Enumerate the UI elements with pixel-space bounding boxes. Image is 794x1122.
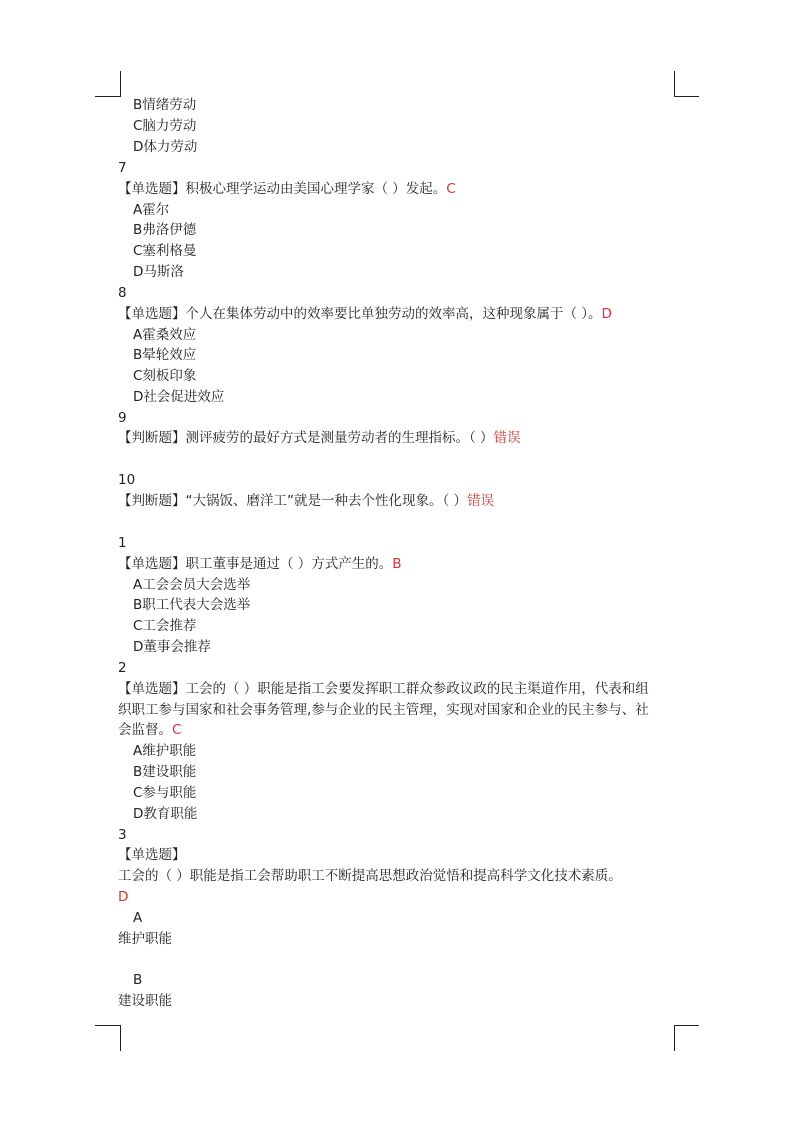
question-number [118,408,127,429]
option-line [133,575,250,596]
line-text: B职工代表大会选举 [133,597,251,613]
crop-mark-top-right-v [674,71,675,97]
crop-mark-top-left-h [95,96,121,97]
answer-text: D [118,889,129,905]
option-line [133,95,196,116]
answer-text: 错误 [493,430,521,446]
option-line [133,325,196,346]
line-text: D马斯洛 [133,264,184,280]
line-text: 9 [118,410,127,426]
line-text: C工会推荐 [133,618,197,634]
line-text: B弗洛伊德 [133,222,197,238]
option-line [133,637,211,658]
line-text: 2 [118,660,127,676]
line-text: B晕轮效应 [133,347,197,363]
line-text: C塞利格曼 [133,243,197,259]
option-line [133,137,197,158]
answer-text: D [601,306,612,322]
line-text: B [133,972,143,988]
option-line [133,741,196,762]
line-text: 【单选题】职工董事是通过（ ）方式产生的。 [118,556,393,572]
answer-text: B [392,556,402,572]
option-line [133,616,196,637]
question-number [118,158,127,179]
option-line [133,783,196,804]
line-text: 织职工参与国家和社会事务管理,参与企业的民主管理，实现对国家和企业的民主参与、社 [118,702,649,718]
line-text: 7 [118,160,127,176]
line-text: D董事会推荐 [133,639,211,655]
question-number [118,533,127,554]
option-line [133,116,196,137]
line-text: 工会的（ ）职能是指工会帮助职工不断提高思想政治觉悟和提高科学文化技术素质。 [118,868,622,884]
question-text [118,866,622,887]
option-text [118,991,172,1012]
crop-mark-bottom-right-v [674,1025,675,1051]
line-text: 3 [118,827,127,843]
question-number [118,283,127,304]
line-text: A工会会员大会选举 [133,577,251,593]
question-text [118,179,456,200]
answer-text: 错误 [467,493,495,509]
line-text: 建设职能 [118,993,172,1009]
line-text: 【单选题】积极心理学运动由美国心理学家（ ）发起。 [118,181,447,197]
option-line [133,241,196,262]
line-text: C脑力劳动 [133,118,197,134]
line-text: D体力劳动 [133,139,198,155]
crop-mark-bottom-right-h [674,1025,699,1026]
line-text: 8 [118,285,127,301]
line-text: 10 [118,472,136,488]
crop-mark-top-right-h [674,96,699,97]
option-letter [133,970,142,991]
question-type [118,845,186,866]
question-text [118,554,402,575]
line-text: B情绪劳动 [133,97,197,113]
line-text: D教育职能 [133,806,198,822]
answer-text: C [172,722,182,738]
line-text: C刻板印象 [133,368,197,384]
line-text: D社会促进效应 [133,389,225,405]
question-text [118,428,521,449]
line-text: 会监督。 [118,722,172,738]
question-text [118,700,649,721]
line-text: A霍桑效应 [133,327,197,343]
option-line [133,804,197,825]
answer-text: C [446,181,456,197]
question-text [118,679,649,700]
line-text: 1 [118,535,127,551]
option-letter [133,908,142,929]
line-text: 【单选题】 [118,847,186,863]
line-text: 【单选题】工会的（ ）职能是指工会要发挥职工群众参政议政的民主渠道作用，代表和组 [118,681,649,697]
option-text [118,929,172,950]
line-text: A [133,910,143,926]
option-line [133,345,196,366]
crop-mark-top-left-v [120,71,121,97]
question-text [118,304,612,325]
option-line [133,387,224,408]
line-text: A维护职能 [133,743,197,759]
crop-mark-bottom-left-v [120,1025,121,1051]
question-number [118,470,135,491]
question-number [118,825,127,846]
line-text: 【单选题】个人在集体劳动中的效率要比单独劳动的效率高，这种现象属于（ ）。 [118,306,602,322]
line-text: C参与职能 [133,785,197,801]
answer-line [118,887,128,908]
line-text: A霍尔 [133,202,170,218]
option-line [133,200,169,221]
line-text: 【判断题】“大锅饭、磨洋工”就是一种去个性化现象。（ ） [118,493,468,509]
question-number [118,658,127,679]
line-text: 【判断题】测评疲劳的最好方式是测量劳动者的生理指标。（ ） [118,430,494,446]
question-text [118,720,181,741]
option-line [133,262,184,283]
option-line [133,366,196,387]
option-line [133,220,196,241]
crop-mark-bottom-left-h [95,1025,121,1026]
option-line [133,595,250,616]
option-line [133,762,196,783]
question-text [118,491,494,512]
line-text: 维护职能 [118,931,172,947]
line-text: B建设职能 [133,764,197,780]
